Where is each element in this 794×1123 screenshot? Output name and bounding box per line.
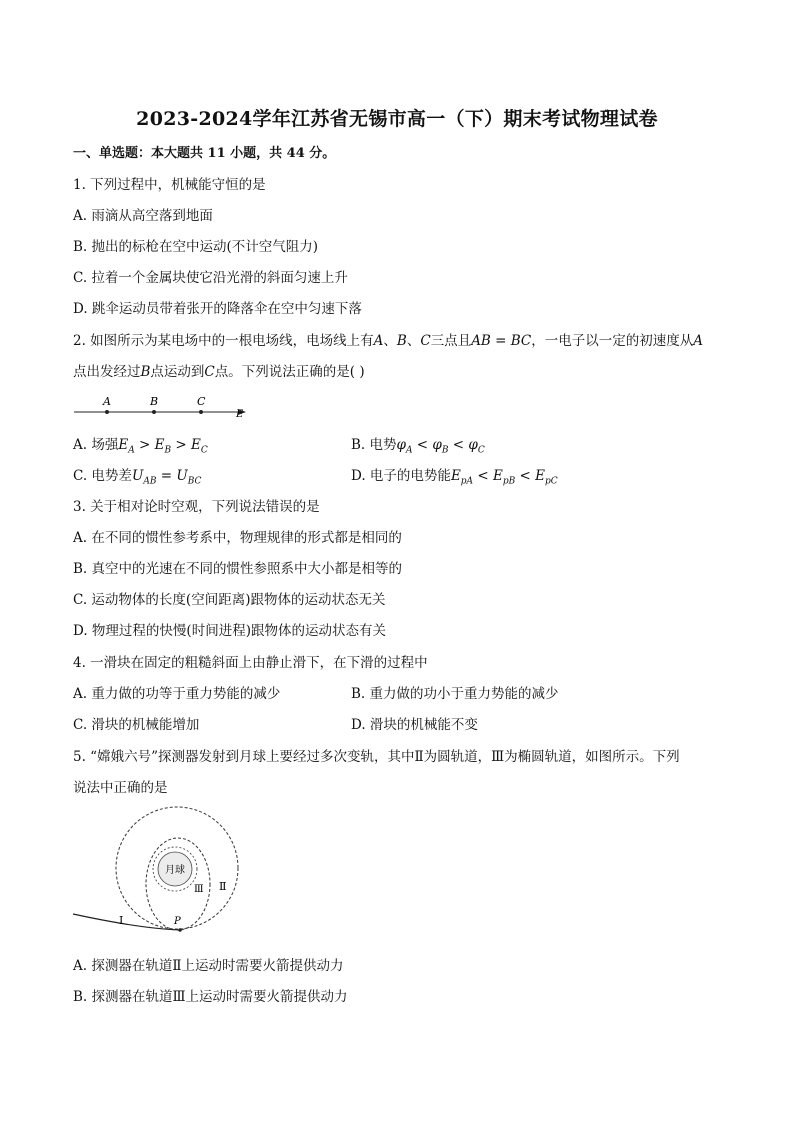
q5-option-b: B. 探测器在轨道Ⅲ上运动时需要火箭提供动力 xyxy=(73,989,348,1005)
page-title: 2023-2024学年江苏省无锡市高一（下）期末考试物理试卷 xyxy=(136,108,658,130)
orbit-ii-label: Ⅱ xyxy=(219,880,227,893)
section-heading: 一、单选题：本大题共 11 小题，共 44 分。 xyxy=(73,146,336,161)
q5-option-a: A. 探测器在轨道Ⅱ上运动时需要火箭提供动力 xyxy=(73,958,344,974)
point-p xyxy=(178,928,182,932)
point-c-label: C xyxy=(197,395,206,408)
q1-option-b: B. 抛出的标枪在空中运动(不计空气阻力) xyxy=(73,239,319,255)
orbit-i-label: Ⅰ xyxy=(119,914,124,927)
orbit-iii-label: Ⅲ xyxy=(194,884,204,895)
q4-option-b: B. 重力做的功小于重力势能的减少 xyxy=(351,686,559,702)
q5-stem-line1: 5. “嫦娥六号”探测器发射到月球上要经过多次变轨，其中Ⅱ为圆轨道，Ⅲ为椭圆轨道，如图所示。下列 xyxy=(73,749,680,765)
q1-option-c: C. 拉着一个金属块使它沿光滑的斜面匀速上升 xyxy=(73,270,348,286)
q3-option-d: D. 物理过程的快慢(时间进程)跟物体的运动状态有关 xyxy=(73,623,386,639)
point-b-label: B xyxy=(150,395,159,408)
q1-option-d: D. 跳伞运动员带着张开的降落伞在空中匀速下落 xyxy=(73,301,362,317)
q4-stem: 4. 一滑块在固定的粗糙斜面上由静止滑下，在下滑的过程中 xyxy=(73,655,428,671)
q3-option-b: B. 真空中的光速在不同的惯性参照系中大小都是相等的 xyxy=(73,561,403,577)
orbit-diagram xyxy=(70,806,250,936)
q2-option-d: D. 电子的电势能$E_{pA} < E_{pB} < E_{pC}$ xyxy=(351,468,558,487)
point-p-label: P xyxy=(174,916,181,927)
q2-option-b: B. 电势$\varphi_A < \varphi_B < \varphi_C$ xyxy=(351,437,485,456)
orbit-i xyxy=(73,914,180,930)
q4-option-a: A. 重力做的功等于重力势能的减少 xyxy=(73,686,281,702)
q3-option-a: A. 在不同的惯性参考系中，物理规律的形式都是相同的 xyxy=(73,530,402,546)
q1-stem: 1. 下列过程中，机械能守恒的是 xyxy=(73,177,266,193)
q3-stem: 3. 关于相对论时空观，下列说法错误的是 xyxy=(73,499,320,515)
field-e-label: E xyxy=(236,409,244,420)
field-line-diagram xyxy=(72,392,252,420)
q3-option-c: C. 运动物体的长度(空间距离)跟物体的运动状态无关 xyxy=(73,592,386,608)
q4-option-c: C. 滑块的机械能增加 xyxy=(73,717,200,733)
q2-stem-line2: 点出发经过B点运动到C点。下列说法正确的是( ) xyxy=(73,364,365,380)
moon-label: 月球 xyxy=(165,865,185,876)
q2-option-a: A. 场强$E_A > E_B > E_C$ xyxy=(73,437,208,456)
q2-option-c: C. 电势差$U_{AB} = U_{BC}$ xyxy=(73,468,202,487)
q1-option-a: A. 雨滴从高空落到地面 xyxy=(73,208,213,224)
point-a-label: A xyxy=(103,395,111,408)
q5-stem-line2: 说法中正确的是 xyxy=(73,780,168,796)
q2-stem-line1: 2. 如图所示为某电场中的一根电场线，电场线上有A、B、C三点且AB = BC，一电子以一定的初速度从A xyxy=(73,333,704,349)
q4-option-d: D. 滑块的机械能不变 xyxy=(351,717,478,733)
